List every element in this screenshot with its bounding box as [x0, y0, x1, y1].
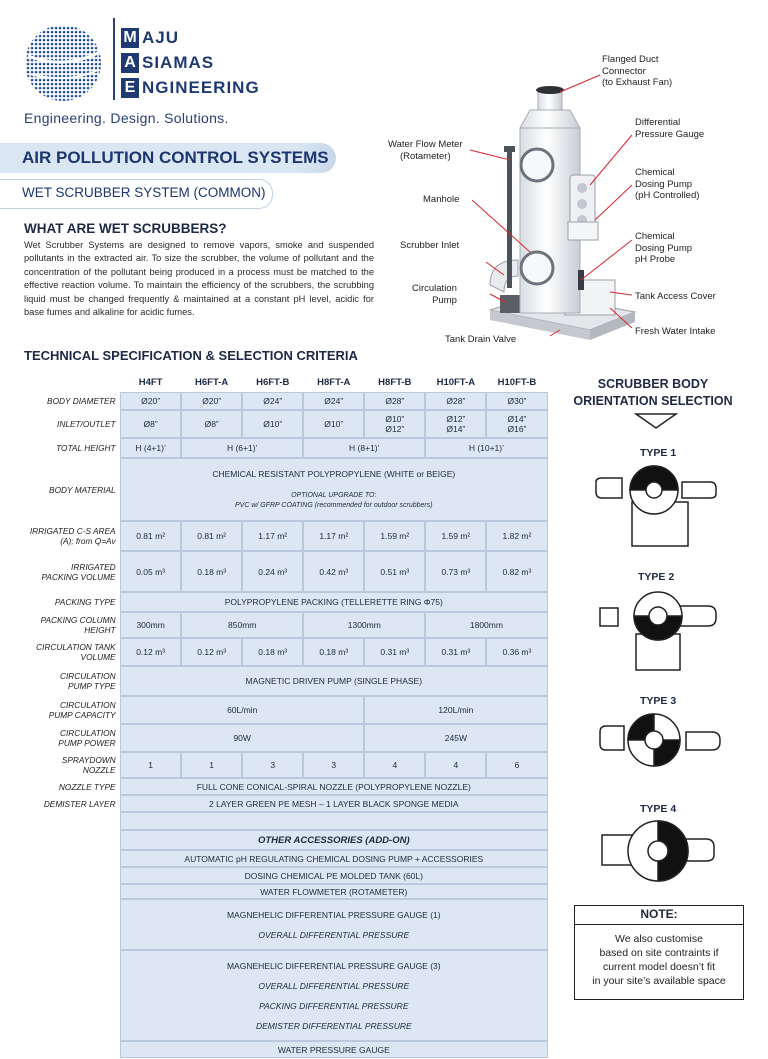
- table-cell: Ø14” Ø16”: [486, 410, 547, 438]
- body-material-note: OPTIONAL UPGRADE TO: PVC w/ GFRP COATING (recommended for outdoor scrubbers): [234, 491, 433, 509]
- table-cell: H (10+1)’: [425, 438, 547, 458]
- logo-letter: E: [121, 78, 139, 98]
- table-cell: Ø8”: [181, 410, 242, 438]
- table-cell: Ø30”: [486, 392, 547, 410]
- table-cell: 245W: [364, 724, 547, 752]
- accessories-heading-row: [8, 830, 548, 850]
- table-cell: 3: [242, 752, 303, 778]
- row-label: CIRCULATION PUMP TYPE: [59, 671, 116, 691]
- callout-differential-gauge: Differential Pressure Gauge: [635, 117, 705, 140]
- table-cell: 1.17 m²: [303, 521, 364, 551]
- table-row: [8, 592, 548, 612]
- table-cell: 3: [303, 752, 364, 778]
- table-cell: Ø10” Ø12”: [364, 410, 425, 438]
- model-header: H6FT-B: [256, 376, 290, 388]
- table-row: [8, 638, 548, 666]
- accessories-heading: OTHER ACCESSORIES (ADD-ON): [257, 834, 410, 846]
- body-material-value: CHEMICAL RESISTANT POLYPROPYLENE (WHITE or BEIGE): [212, 468, 456, 479]
- table-cell: 1.82 m²: [486, 521, 547, 551]
- table-row: [8, 612, 548, 638]
- table-cell: Ø8”: [120, 410, 181, 438]
- table-cell: 0.31 m³: [364, 638, 425, 666]
- table-cell: 0.42 m³: [303, 551, 364, 592]
- spec-table: [8, 374, 548, 1059]
- table-cell: Ø20”: [181, 392, 242, 410]
- table-cell: FULL CONE CONICAL-SPIRAL NOZZLE (POLYPROPYLENE NOZZLE): [120, 778, 547, 795]
- table-cell: 0.18 m³: [242, 638, 303, 666]
- table-cell: 90W: [120, 724, 364, 752]
- type-3-label: TYPE 3: [640, 695, 677, 707]
- accessory-item: DOSING CHEMICAL PE MOLDED TANK (60L): [120, 867, 547, 884]
- model-header: H6FT-A: [195, 376, 229, 388]
- table-row: [8, 724, 548, 752]
- table-cell: 300mm: [120, 612, 181, 638]
- callout-ph-probe: Chemical Dosing Pump pH Probe: [635, 231, 693, 265]
- table-cell: Ø28”: [425, 392, 486, 410]
- row-label: CIRCULATION PUMP POWER: [58, 728, 116, 748]
- row-label: CIRCULATION TANK VOLUME: [36, 642, 116, 662]
- table-cell: 0.51 m³: [364, 551, 425, 592]
- model-header: H8FT-A: [317, 376, 351, 388]
- accessory-row: [8, 950, 548, 1041]
- table-cell: 0.05 m³: [120, 551, 181, 592]
- table-cell: 1.17 m²: [242, 521, 303, 551]
- note-heading: NOTE:: [574, 905, 744, 925]
- table-row: [8, 521, 548, 551]
- table-cell: 0.31 m³: [425, 638, 486, 666]
- table-cell: MAGNETIC DRIVEN PUMP (SINGLE PHASE): [120, 666, 547, 696]
- table-row: [8, 752, 548, 778]
- accessory-row: [8, 1041, 548, 1058]
- table-row: [8, 551, 548, 592]
- table-cell: 850mm: [181, 612, 303, 638]
- model-header: H8FT-B: [378, 376, 412, 388]
- table-cell: H (6+1)’: [181, 438, 303, 458]
- accessory-item: [120, 950, 547, 1041]
- table-cell: 0.81 m²: [120, 521, 181, 551]
- model-header: H4FT: [138, 376, 163, 388]
- table-cell: 1.59 m²: [425, 521, 486, 551]
- accessory-item: AUTOMATIC pH REGULATING CHEMICAL DOSING PUMP + ACCESSORIES: [120, 850, 547, 867]
- logo-word: AJU: [142, 27, 180, 47]
- note-body: We also customise based on site contraints if current model doesn’t fit in your site’s available space: [592, 933, 726, 987]
- table-cell: Ø24”: [242, 392, 303, 410]
- company-name: [121, 26, 260, 101]
- table-cell: H (4+1)’: [120, 438, 181, 458]
- accessory-gauge-1-detail: OVERALL DIFFERENTIAL PRESSURE: [258, 929, 410, 940]
- row-label: BODY MATERIAL: [49, 484, 116, 495]
- type-2-label: TYPE 2: [638, 571, 675, 583]
- row-label: IRRIGATED PACKING VOLUME: [41, 561, 116, 582]
- table-cell: 2 LAYER GREEN PE MESH – 1 LAYER BLACK SPONGE MEDIA: [120, 795, 547, 812]
- callout-flanged-duct: Flanged Duct Connector (to Exhaust Fan): [602, 54, 673, 88]
- type-4-label: TYPE 4: [640, 803, 677, 815]
- table-header-row: [8, 374, 548, 392]
- row-label: DEMISTER LAYER: [43, 798, 116, 809]
- table-cell: 120L/min: [364, 696, 547, 724]
- table-cell: [120, 458, 547, 521]
- page-title: AIR POLLUTION CONTROL SYSTEMS: [22, 148, 329, 167]
- type-3-orientation-icon: [594, 708, 726, 774]
- spec-heading: TECHNICAL SPECIFICATION & SELECTION CRITERIA: [24, 348, 358, 363]
- table-cell: 60L/min: [120, 696, 364, 724]
- table-spacer-row: [8, 812, 548, 830]
- table-row: [8, 438, 548, 458]
- table-row: [8, 795, 548, 812]
- row-label: NOZZLE TYPE: [58, 781, 116, 792]
- accessory-row: [8, 884, 548, 899]
- callout-circulation-pump: Circulation Pump: [412, 283, 457, 306]
- orientation-title: SCRUBBER BODY ORIENTATION SELECTION: [573, 377, 733, 408]
- callout-tank-access-cover: Tank Access Cover: [635, 291, 716, 302]
- table-cell: 0.12 m³: [120, 638, 181, 666]
- globe-logo-icon: [22, 22, 104, 104]
- row-label: INLET/OUTLET: [57, 419, 116, 429]
- table-row: [8, 392, 548, 410]
- type-1-label: TYPE 1: [640, 447, 677, 459]
- accessory-gauge-3-detail: OVERALL DIFFERENTIAL PRESSURE: [258, 980, 410, 991]
- row-label: PACKING TYPE: [54, 597, 116, 607]
- table-cell: 0.82 m³: [486, 551, 547, 592]
- intro-heading: WHAT ARE WET SCRUBBERS?: [24, 221, 227, 236]
- table-cell: 1.59 m²: [364, 521, 425, 551]
- table-row: [8, 666, 548, 696]
- row-label: IRRIGATED C-S AREA (A); from Q=Av: [29, 526, 116, 546]
- callout-tank-drain-valve: Tank Drain Valve: [445, 334, 517, 345]
- table-cell: 0.24 m³: [242, 551, 303, 592]
- accessory-item: WATER PRESSURE GAUGE: [120, 1041, 547, 1058]
- tagline: Engineering. Design. Solutions.: [24, 110, 229, 126]
- table-cell: 4: [425, 752, 486, 778]
- row-label: BODY DIAMETER: [47, 396, 116, 406]
- row-label: SPRAYDOWN NOZZLE: [61, 755, 116, 775]
- table-cell: Ø10”: [242, 410, 303, 438]
- accessory-gauge-3-detail: DEMISTER DIFFERENTIAL PRESSURE: [255, 1020, 412, 1031]
- table-cell: Ø12” Ø14”: [425, 410, 486, 438]
- callout-manhole: Manhole: [423, 194, 460, 205]
- logo-divider: [113, 18, 115, 100]
- table-cell: POLYPROPYLENE PACKING (TELLERETTE RING Φ75): [120, 592, 547, 612]
- type-2-orientation-icon: [598, 586, 722, 676]
- table-cell: 1800mm: [425, 612, 547, 638]
- table-cell: 0.12 m³: [181, 638, 242, 666]
- table-cell: H (8+1)’: [303, 438, 425, 458]
- table-cell: Ø10”: [303, 410, 364, 438]
- logo-letter: M: [121, 28, 139, 48]
- accessory-item: [120, 899, 547, 950]
- accessory-row: [8, 867, 548, 884]
- model-header: H10FT-B: [497, 376, 537, 388]
- accessory-row: [8, 899, 548, 950]
- callout-water-flow-meter: Water Flow Meter (Rotameter): [388, 139, 463, 162]
- table-cell: 0.81 m²: [181, 521, 242, 551]
- callout-fresh-water-intake: Fresh Water Intake: [635, 326, 716, 337]
- page-subtitle: WET SCRUBBER SYSTEM (COMMON): [22, 185, 266, 200]
- table-cell: Ø24”: [303, 392, 364, 410]
- type-1-orientation-icon: [592, 462, 722, 554]
- row-label: CIRCULATION PUMP CAPACITY: [48, 700, 116, 720]
- logo-letter: A: [121, 53, 139, 73]
- callout-scrubber-inlet: Scrubber Inlet: [400, 240, 460, 251]
- table-cell: 0.36 m³: [486, 638, 547, 666]
- row-label: PACKING COLUMN HEIGHT: [40, 615, 116, 635]
- table-cell: 4: [364, 752, 425, 778]
- table-cell: 0.18 m³: [303, 638, 364, 666]
- intro-paragraph: Wet Scrubber Systems are designed to remove vapors, smoke and suspended pollutants in the extracted air. To size the scrubber, the volume of pollutant and the concentration of the pollutant being produced in a process must be matched to the effective reaction volume. To maintain the efficiency of the scrubbers, the scrubbing liquid must be changed frequently & maintained at a constant pH level, acidic for base fumes and alkaline for acidic fumes.: [24, 240, 374, 318]
- table-cell: 6: [486, 752, 547, 778]
- down-triangle-icon: [634, 412, 678, 430]
- type-4-orientation-icon: [596, 815, 724, 887]
- table-cell: 1: [120, 752, 181, 778]
- table-cell: 1300mm: [303, 612, 425, 638]
- table-cell: Ø28”: [364, 392, 425, 410]
- table-row: [8, 696, 548, 724]
- wet-scrubber-illustration: [460, 80, 660, 355]
- table-row: [8, 410, 548, 438]
- table-cell: 1: [181, 752, 242, 778]
- logo-word: NGINEERING: [142, 77, 260, 97]
- table-row: [8, 458, 548, 521]
- accessory-item: WATER FLOWMETER (ROTAMETER): [120, 884, 547, 899]
- table-cell: 0.73 m³: [425, 551, 486, 592]
- model-header: H10FT-A: [436, 376, 476, 388]
- table-cell: 0.18 m³: [181, 551, 242, 592]
- accessory-row: [8, 850, 548, 867]
- row-label: TOTAL HEIGHT: [56, 443, 116, 453]
- accessory-gauge-3: MAGNEHELIC DIFFERENTIAL PRESSURE GAUGE (3): [226, 960, 441, 971]
- accessory-gauge-1: MAGNEHELIC DIFFERENTIAL PRESSURE GAUGE (1): [226, 909, 441, 920]
- callout-dosing-pump: Chemical Dosing Pump (pH Controlled): [635, 167, 700, 201]
- accessory-gauge-3-detail: PACKING DIFFERENTIAL PRESSURE: [259, 1000, 409, 1011]
- table-row: [8, 778, 548, 795]
- logo-word: SIAMAS: [142, 52, 215, 72]
- table-cell: Ø20”: [120, 392, 181, 410]
